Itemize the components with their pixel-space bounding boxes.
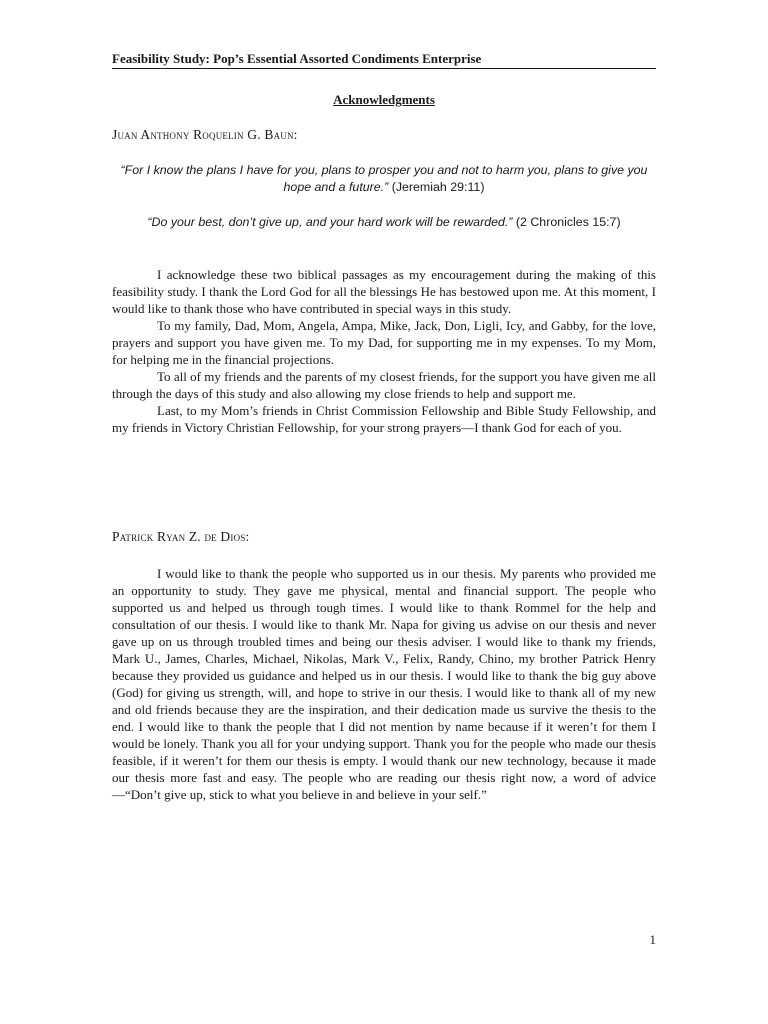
page-number: 1 [649, 932, 656, 947]
quote-reference: (2 Chronicles 15:7) [515, 215, 621, 229]
paragraph: Last, to my Mom’s friends in Christ Commission Fellowship and Bible Study Fellowship, and my friends in Victory Christian Fellowship, for your strong prayers—I thank God for each of you. [112, 403, 656, 435]
acknowledgment-body [112, 565, 656, 803]
quote-text: “For I know the plans I have for you, plans to prosper you and not to harm you, plans to give you hope and a future.” [120, 163, 648, 194]
page-title: Acknowledgments [333, 92, 435, 107]
section-author-name: Patrick Ryan Z. de Dios: [112, 529, 250, 544]
quote-text: “Do your best, don’t give up, and your hard work will be rewarded.” [147, 215, 513, 229]
paragraph: To all of my friends and the parents of my closest friends, for the support you have given me all through the days of this study and also allowing my close friends to help and support me. [112, 369, 656, 401]
quote-reference: (Jeremiah 29:11) [391, 180, 485, 194]
section-author-name: Juan Anthony Roquelin G. Baun: [112, 127, 298, 142]
paragraph: I would like to thank the people who supported us in our thesis. My parents who provided me an opportunity to study. They gave me physical, mental and financial support. The people who supported us and helped us through tough times. I would like to thank Rommel for the help and consultation of our thesis. I would like to thank Mr. Napa for giving us advise on our thesis and never gave up on us through troubled times and being our thesis adviser. I would like to thank my friends, Mark U., James, Charles, Michael, Nikolas, Mark V., Felix, Randy, Chino, my brother Patrick Henry because they provided us guidance and helped us in our thesis. I would like to thank the big guy above (God) for giving us strength, will, and hope to strive in our thesis. I would like to thank all of my new and old friends because they are the inspiration, and their dedication made us survive the thesis to the end. I would like to thank the people that I did not mention by name because if it weren’t for them I would be lonely. Thank you all for your undying support. Thank you for the people who made our thesis feasible, if it weren’t for them our thesis is empty. I would thank our new technology, because it made our thesis more fast and easy. The people who are reading our thesis right now, a word of advice—“Don’t give up, stick to what you believe in and believe in your self.” [112, 566, 656, 802]
paragraph: To my family, Dad, Mom, Angela, Ampa, Mike, Jack, Don, Ligli, Icy, and Gabby, for the love, prayers and support you have given me. To my Dad, for supporting me in my expenses. To my Mom, for helping me in the financial projections. [112, 318, 656, 367]
acknowledgment-body [112, 266, 656, 436]
bible-quote [112, 214, 656, 231]
bible-quote [112, 162, 656, 196]
paragraph: I acknowledge these two biblical passages as my encouragement during the making of this feasibility study. I thank the Lord God for all the blessings He has bestowed upon me. At this moment, I would like to thank those who have contributed in special ways in this study. [112, 267, 656, 316]
running-header: Feasibility Study: Pop’s Essential Assorted Condiments Enterprise [112, 51, 656, 69]
